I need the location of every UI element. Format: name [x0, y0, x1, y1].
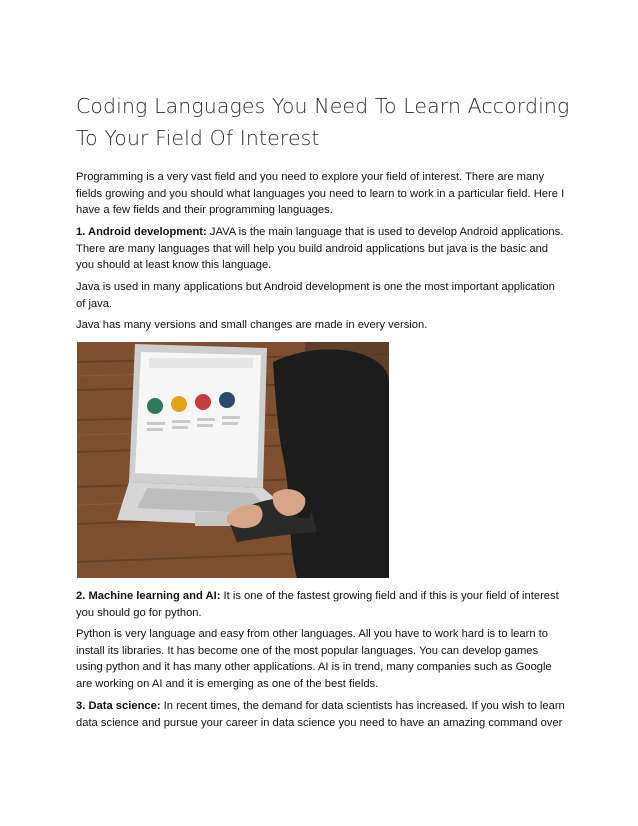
laptop-photo: [77, 342, 389, 578]
section-text: JAVA is the main language that is used to develop Android applications. There are many languages that will help you build android applications but java is the basic and you should at least know this language.: [76, 226, 564, 271]
section-text: In recent times, the demand for data scientists has increased. If you wish to learn data science and pursue your career in data science you need to have an amazing command over: [76, 700, 565, 729]
document-title: Coding Languages You Need To Learn According To Your Field Of Interest: [76, 94, 570, 150]
section-data-science: [76, 698, 566, 731]
section-heading: 3. Data science:: [76, 700, 161, 712]
paragraph-java-versions: Java has many versions and small changes are made in every version.: [76, 319, 428, 331]
paragraph-python: Python is very language and easy from other languages. All you have to work hard is to learn to install its libraries. It has become one of the most popular languages. You can develop games using python and it has many other applications. AI is in trend, many companies such as Google are working on AI and it is emerging as one of the best fields.: [76, 628, 552, 690]
paragraph-java-usage: Java is used in many applications but Android development is one the most important application of java.: [76, 281, 555, 310]
section-text: It is one of the fastest growing field and if this is your field of interest you should go for python.: [76, 590, 559, 619]
intro-paragraph: Programming is a very vast field and you need to explore your field of interest. There are many fields growing and you should what languages you need to learn to work in a particular field. Here I have a few fields and their programming languages.: [76, 171, 565, 216]
section-machine-learning: [76, 588, 566, 621]
section-heading: 1. Android development:: [76, 226, 207, 238]
section-heading: 2. Machine learning and AI:: [76, 590, 221, 602]
section-android: [76, 224, 566, 274]
